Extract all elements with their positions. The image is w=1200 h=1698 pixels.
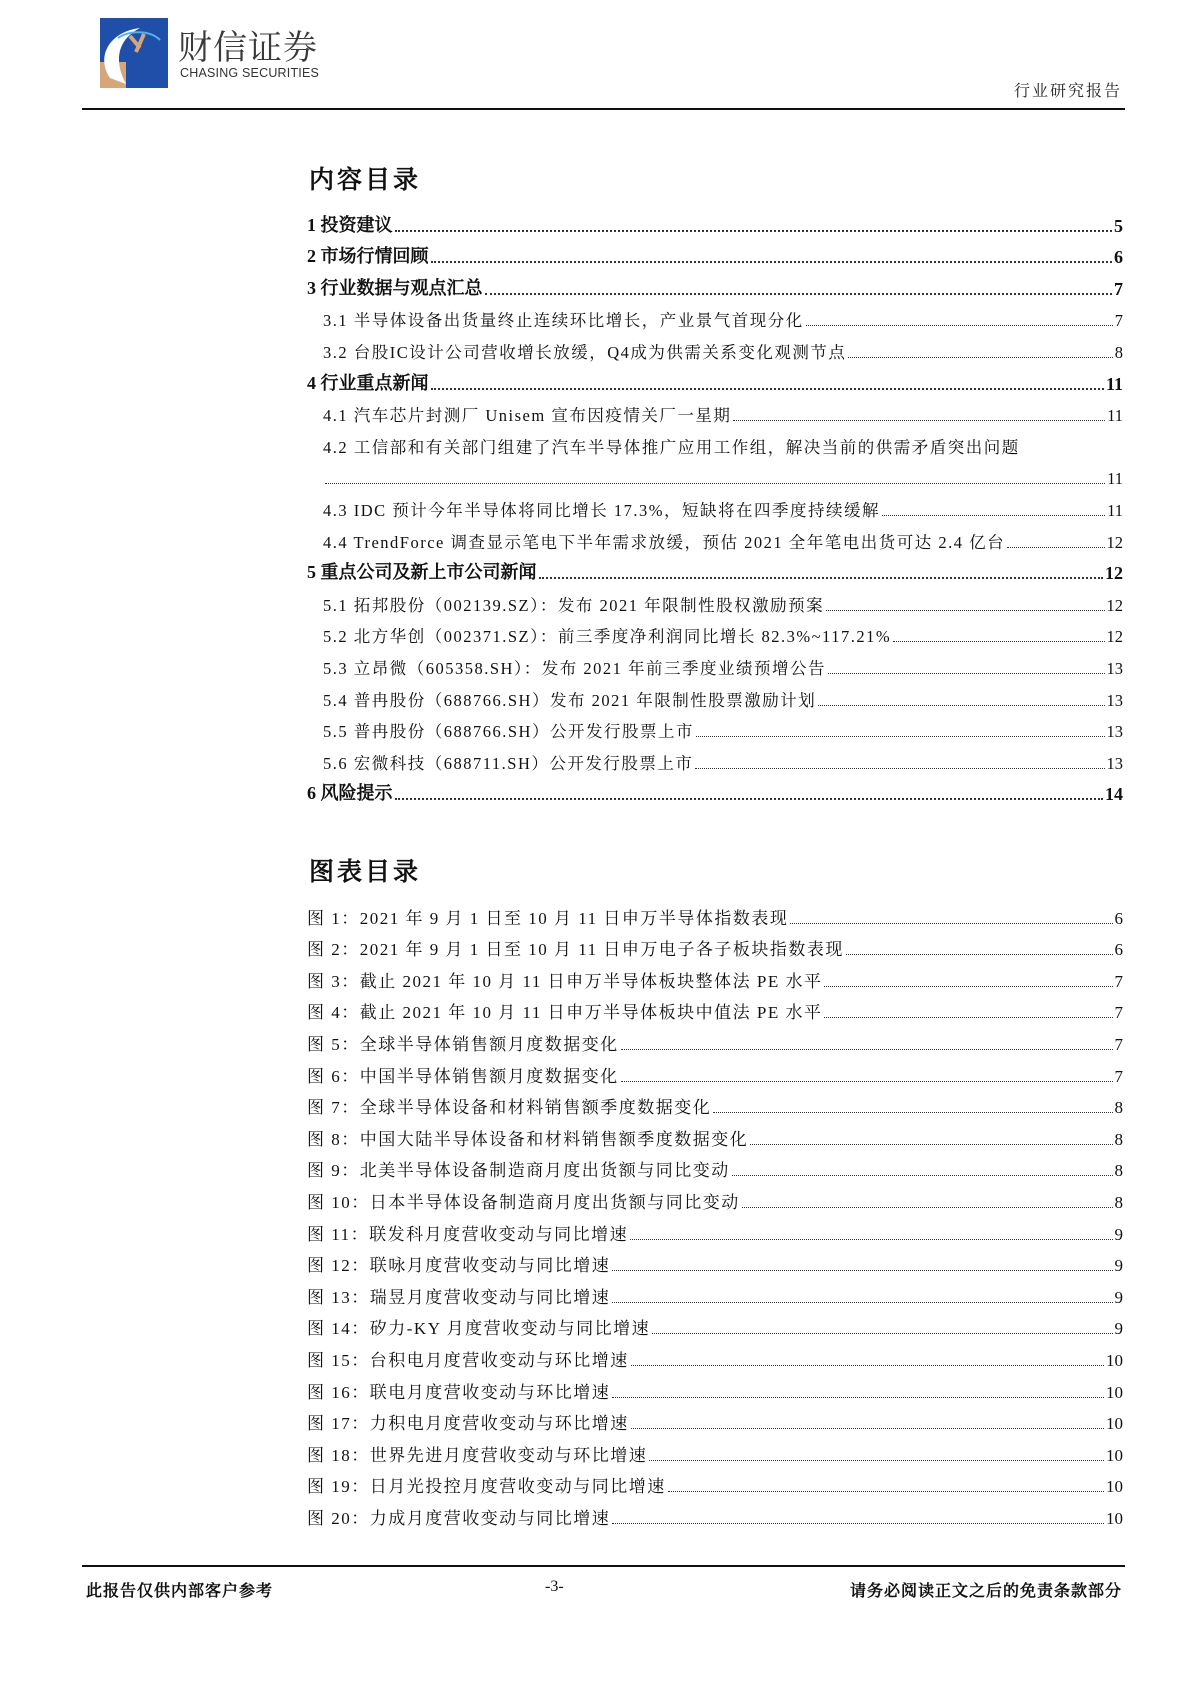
dot-leader: [612, 1302, 1112, 1303]
figure-entry[interactable]: [307, 997, 1123, 1029]
toc-entry-page: 8: [1114, 342, 1123, 362]
figure-entry-page: 10: [1106, 1508, 1123, 1528]
dot-leader: [612, 1270, 1112, 1271]
toc-entry[interactable]: [307, 558, 1123, 590]
figure-entry[interactable]: [307, 1376, 1123, 1408]
figure-entry-page: 9: [1114, 1287, 1123, 1307]
figure-entry[interactable]: [307, 1313, 1123, 1345]
figure-entry[interactable]: [307, 934, 1123, 966]
toc-entry[interactable]: [307, 336, 1123, 368]
toc-entry[interactable]: [307, 494, 1123, 526]
figure-entry-text: 图 6：中国半导体销售额月度数据变化: [307, 1066, 619, 1086]
dot-leader: [431, 388, 1104, 390]
toc-entry-page: 13: [1106, 753, 1123, 773]
toc-entry-page: 11: [1107, 469, 1123, 489]
toc-entry[interactable]: [307, 368, 1123, 400]
figure-entry[interactable]: [307, 1028, 1123, 1060]
page-number: -3-: [545, 1578, 564, 1595]
toc-entry-text: 5 重点公司及新上市公司新闻: [307, 562, 537, 583]
figure-entry-text: 图 9：北美半导体设备制造商月度出货额与同比变动: [307, 1161, 730, 1181]
toc-entry[interactable]: [307, 242, 1123, 274]
dot-leader: [893, 641, 1104, 642]
footer-notice: 请务必阅读正文之后的免责条款部分: [849, 1583, 1122, 1600]
figure-entry-page: 10: [1106, 1445, 1123, 1465]
toc-entry-text: 5.1 拓邦股份（002139.SZ）：发布 2021 年限制性股权激励预案: [323, 595, 825, 615]
figure-entry[interactable]: [307, 1092, 1123, 1124]
figure-entry-page: 8: [1114, 1098, 1123, 1118]
dot-leader: [846, 954, 1113, 955]
figure-entry[interactable]: [307, 1123, 1123, 1155]
toc-entry[interactable]: [307, 273, 1123, 305]
toc-entry-page: 13: [1106, 722, 1123, 742]
figure-entry-text: 图 18：世界先进月度营收变动与环比增速: [307, 1445, 648, 1465]
toc-entry-page: 12: [1105, 563, 1123, 584]
toc-entry[interactable]: [307, 652, 1123, 684]
toc-entry[interactable]: [307, 716, 1123, 748]
toc-entry-page: 7: [1114, 278, 1123, 299]
dot-leader: [649, 1460, 1104, 1461]
figure-entry-text: 图 14：矽力-KY 月度营收变动与同比增速: [307, 1319, 651, 1339]
figure-entry-page: 6: [1114, 908, 1123, 928]
dot-leader: [630, 1239, 1112, 1240]
toc-entry[interactable]: [307, 210, 1123, 242]
dot-leader: [806, 325, 1113, 326]
figure-entry-text: 图 19：日月光投控月度营收变动与同比增速: [307, 1477, 666, 1497]
figure-entry[interactable]: [307, 902, 1123, 934]
table-of-contents: [307, 210, 1123, 810]
dot-leader: [818, 705, 1104, 706]
figure-entry-page: 8: [1114, 1161, 1123, 1181]
toc-entry-text: 1 投资建议: [307, 214, 393, 235]
dot-leader: [826, 610, 1104, 611]
figure-entry-page: 10: [1106, 1350, 1123, 1370]
dot-leader: [612, 1397, 1104, 1398]
dot-leader: [395, 798, 1104, 800]
toc-entry-text: 4.2 工信部和有关部门组建了汽车半导体推广应用工作组，解决当前的供需矛盾突出问题: [323, 437, 1020, 457]
figure-entry-text: 图 16：联电月度营收变动与环比增速: [307, 1382, 611, 1402]
dot-leader: [612, 1523, 1104, 1524]
figure-entry[interactable]: [307, 1281, 1123, 1313]
figure-entry-text: 图 20：力成月度营收变动与同比增速: [307, 1508, 611, 1528]
figure-entry-page: 7: [1114, 1066, 1123, 1086]
toc-entry[interactable]: [307, 431, 1123, 463]
figure-entry-page: 7: [1114, 1034, 1123, 1054]
figure-entry[interactable]: [307, 1060, 1123, 1092]
figure-entry-page: 10: [1106, 1414, 1123, 1434]
figure-entry[interactable]: [307, 1408, 1123, 1440]
dot-leader: [696, 736, 1105, 737]
toc-entry-page: 11: [1107, 500, 1123, 520]
toc-entry-page: 12: [1106, 595, 1123, 615]
toc-entry-page: 6: [1114, 247, 1123, 268]
toc-entry-page: 14: [1105, 784, 1123, 805]
logo-chinese-name: 财信证券: [178, 28, 318, 68]
dot-leader: [1007, 547, 1104, 548]
toc-entry-page: 13: [1106, 658, 1123, 678]
figure-entry-page: 9: [1114, 1224, 1123, 1244]
dot-leader: [882, 515, 1105, 516]
footer-disclaimer: 此报告仅供内部客户参考: [86, 1583, 274, 1600]
figure-entry-page: 10: [1106, 1477, 1123, 1497]
dot-leader: [631, 1365, 1104, 1366]
logo-mark-icon: [100, 18, 168, 88]
figure-entry-page: 9: [1114, 1256, 1123, 1276]
figure-entry-text: 图 3：截止 2021 年 10 月 11 日申万半导体板块整体法 PE 水平: [307, 971, 823, 991]
dot-leader: [539, 577, 1104, 579]
toc-entry-text: 3 行业数据与观点汇总: [307, 277, 483, 298]
figure-entry-page: 7: [1114, 1003, 1123, 1023]
dot-leader: [742, 1207, 1113, 1208]
toc-entry-text: 5.5 普冉股份（688766.SH）公开发行股票上市: [323, 722, 694, 742]
figure-entry[interactable]: [307, 1155, 1123, 1187]
dot-leader: [631, 1428, 1104, 1429]
dot-leader: [325, 483, 1105, 484]
toc-entry-page: 7: [1114, 311, 1123, 331]
toc-entry-text: 4.1 汽车芯片封测厂 Unisem 宣布因疫情关厂一星期: [323, 406, 732, 426]
figure-entry-text: 图 4：截止 2021 年 10 月 11 日申万半导体板块中值法 PE 水平: [307, 1003, 823, 1023]
figure-entry-text: 图 11：联发科月度营收变动与同比增速: [307, 1224, 629, 1244]
toc-entry-text: 5.3 立昂微（605358.SH）：发布 2021 年前三季度业绩预增公告: [323, 658, 826, 678]
figure-entry[interactable]: [307, 1502, 1123, 1534]
figure-entry-text: 图 5：全球半导体销售额月度数据变化: [307, 1034, 619, 1054]
toc-entry[interactable]: [307, 779, 1123, 811]
figure-entry-text: 图 17：力积电月度营收变动与环比增速: [307, 1414, 629, 1434]
company-logo: [100, 18, 360, 90]
header-divider: [82, 108, 1125, 110]
figure-entry[interactable]: [307, 1439, 1123, 1471]
dot-leader: [621, 1081, 1113, 1082]
toc-entry[interactable]: [307, 621, 1123, 653]
toc-entry-text: 4.4 TrendForce 调查显示笔电下半年需求放缓，预估 2021 全年笔电出货可达 2.4 亿台: [323, 532, 1006, 552]
dot-leader: [848, 357, 1112, 358]
figure-entry-text: 图 13：瑞昱月度营收变动与同比增速: [307, 1287, 611, 1307]
dot-leader: [695, 768, 1104, 769]
toc-entry-text: 5.6 宏微科技（688711.SH）公开发行股票上市: [323, 753, 694, 773]
dot-leader: [668, 1491, 1104, 1492]
toc-entry[interactable]: [307, 684, 1123, 716]
toc-entry-text: 3.2 台股IC设计公司营收增长放缓，Q4成为供需关系变化观测节点: [323, 342, 847, 362]
toc-entry-page: 11: [1107, 406, 1123, 426]
figure-entry[interactable]: [307, 1218, 1123, 1250]
dot-leader: [790, 923, 1112, 924]
dot-leader: [713, 1112, 1112, 1113]
dot-leader: [431, 261, 1113, 263]
toc-entry-text: 5.4 普冉股份（688766.SH）发布 2021 年限制性股票激励计划: [323, 690, 817, 710]
dot-leader: [732, 1175, 1113, 1176]
figure-entry-page: 8: [1114, 1192, 1123, 1212]
figure-entry-page: 7: [1114, 971, 1123, 991]
toc-entry-page: 13: [1106, 690, 1123, 710]
dot-leader: [733, 420, 1105, 421]
figure-entry-text: 图 10：日本半导体设备制造商月度出货额与同比变动: [307, 1192, 740, 1212]
figure-entry-page: 6: [1114, 940, 1123, 960]
figure-entry-page: 9: [1114, 1319, 1123, 1339]
figure-entry-text: 图 2：2021 年 9 月 1 日至 10 月 11 日申万电子各子板块指数表现: [307, 940, 844, 960]
toc-entry-leader[interactable]: [307, 463, 1123, 495]
toc-entry-page: 5: [1114, 215, 1123, 236]
dot-leader: [828, 673, 1105, 674]
figure-entry-text: 图 15：台积电月度营收变动与环比增速: [307, 1350, 629, 1370]
dot-leader: [652, 1333, 1112, 1334]
dot-leader: [621, 1049, 1113, 1050]
report-type: 行业研究报告: [1013, 83, 1122, 100]
dot-leader: [485, 293, 1113, 295]
logo-english-name: CHASING SECURITIES: [180, 66, 320, 80]
toc-entry[interactable]: [307, 526, 1123, 558]
toc-entry-page: 12: [1106, 532, 1123, 552]
figures-title: 图表目录: [309, 859, 422, 886]
figure-entry[interactable]: [307, 1250, 1123, 1282]
figure-entry-text: 图 8：中国大陆半导体设备和材料销售额季度数据变化: [307, 1129, 749, 1149]
footer-divider: [82, 1565, 1125, 1567]
toc-entry[interactable]: [307, 589, 1123, 621]
dot-leader: [824, 986, 1112, 987]
figure-entry[interactable]: [307, 965, 1123, 997]
toc-entry[interactable]: [307, 305, 1123, 337]
toc-entry-text: 4.3 IDC 预计今年半导体将同比增长 17.3%，短缺将在四季度持续缓解: [323, 500, 881, 520]
dot-leader: [750, 1144, 1112, 1145]
toc-entry-text: 4 行业重点新闻: [307, 372, 429, 393]
dot-leader: [824, 1017, 1112, 1018]
figure-entry-page: 10: [1106, 1382, 1123, 1402]
figure-entry-text: 图 1：2021 年 9 月 1 日至 10 月 11 日申万半导体指数表现: [307, 908, 789, 928]
toc-entry[interactable]: [307, 747, 1123, 779]
dot-leader: [395, 230, 1113, 232]
toc-entry-page: 12: [1106, 627, 1123, 647]
toc-entry-text: 6 风险提示: [307, 783, 393, 804]
contents-title: 内容目录: [309, 167, 422, 194]
figure-entry[interactable]: [307, 1186, 1123, 1218]
toc-entry[interactable]: [307, 400, 1123, 432]
figure-entry-text: 图 7：全球半导体设备和材料销售额季度数据变化: [307, 1098, 712, 1118]
toc-entry-text: 5.2 北方华创（002371.SZ）：前三季度净利润同比增长 82.3%~117.21%: [323, 627, 892, 647]
figure-entry[interactable]: [307, 1471, 1123, 1503]
toc-entry-page: 11: [1105, 373, 1123, 394]
figure-entry[interactable]: [307, 1344, 1123, 1376]
toc-entry-text: 2 市场行情回顾: [307, 246, 429, 267]
figure-entry-page: 8: [1114, 1129, 1123, 1149]
list-of-figures: [307, 902, 1123, 1534]
toc-entry-text: 3.1 半导体设备出货量终止连续环比增长，产业景气首现分化: [323, 311, 804, 331]
figure-entry-text: 图 12：联咏月度营收变动与同比增速: [307, 1256, 611, 1276]
